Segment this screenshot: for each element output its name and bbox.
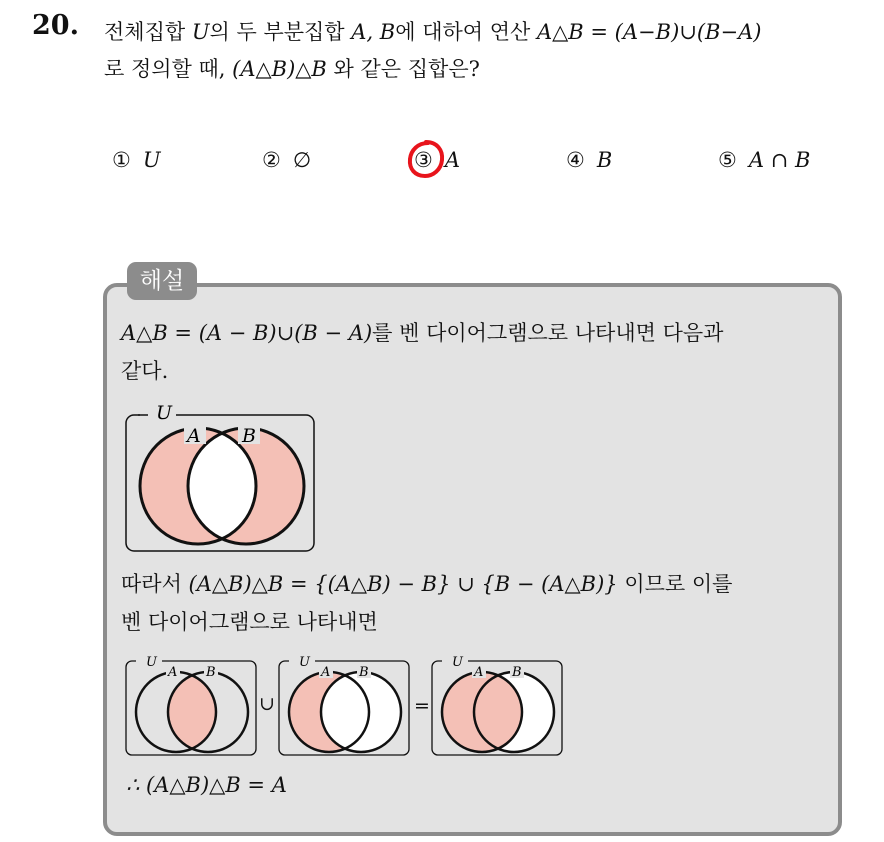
label-B: B	[512, 665, 522, 680]
choice-number: ⑤	[718, 148, 737, 172]
label-B: B	[242, 425, 256, 447]
equals-symbol: =	[414, 695, 430, 717]
label-U: U	[452, 655, 463, 670]
choice-label: A	[444, 148, 460, 172]
question-expression: (A△B)△B	[232, 57, 327, 81]
choice-label: U	[142, 148, 161, 172]
choice-number: ④	[566, 148, 585, 172]
set-U: U	[191, 20, 210, 44]
explanation-paragraph-2	[121, 565, 831, 641]
question-line1-mid: 의 두 부분집합	[209, 20, 352, 44]
explanation-text-line2: 같다.	[121, 359, 169, 383]
conclusion-expression: ∴ (A△B)△B = A	[126, 773, 287, 797]
venn-diagram-small-2	[277, 652, 411, 757]
label-A: A	[168, 665, 178, 680]
selected-circle-icon	[406, 139, 446, 179]
sets-A-B: A, B	[351, 20, 396, 44]
operation-definition: A△B = (A−B)∪(B−A)	[536, 20, 762, 44]
choice-label: B	[596, 148, 613, 172]
choice-number: ③	[414, 148, 433, 172]
question-line1-prefix: 전체집합	[104, 20, 192, 44]
venn-diagram-small-3	[430, 652, 564, 757]
question-text	[104, 14, 874, 88]
label-U: U	[299, 655, 310, 670]
choice-5[interactable]	[718, 148, 810, 172]
choice-number: ②	[262, 148, 281, 172]
venn-diagram-small-1	[124, 652, 258, 757]
explanation-paragraph-1	[121, 314, 831, 390]
symmetric-difference-def: A△B = (A − B)∪(B − A)	[121, 321, 373, 345]
choice-1[interactable]	[112, 148, 161, 172]
choice-label: ∅	[292, 148, 312, 172]
conclusion	[126, 766, 287, 804]
explanation-text: 이므로 이를	[624, 572, 733, 596]
explanation-text: 를 벤 다이어그램으로 나타내면 다음과	[372, 321, 724, 345]
question-number: 20.	[32, 10, 79, 41]
explanation-text: 따라서	[121, 572, 189, 596]
union-symbol: ∪	[259, 693, 275, 715]
label-A: A	[321, 665, 331, 680]
choice-3[interactable]	[414, 148, 460, 172]
expression-expansion: (A△B)△B = {(A△B) − B} ∪ {B − (A△B)}	[188, 572, 618, 596]
question-line2-suffix: 와 같은 집합은?	[326, 57, 480, 81]
choice-label: A ∩ B	[748, 148, 811, 172]
explanation-badge: 해설	[127, 262, 197, 300]
question-line2-prefix: 로 정의할 때,	[104, 57, 233, 81]
label-U: U	[156, 402, 173, 424]
label-A: A	[187, 425, 201, 447]
choice-number: ①	[112, 148, 131, 172]
explanation-text-line2: 벤 다이어그램으로 나타내면	[121, 610, 378, 634]
choice-2[interactable]	[262, 148, 311, 172]
label-U: U	[146, 655, 157, 670]
choice-4[interactable]	[566, 148, 612, 172]
label-B: B	[206, 665, 216, 680]
venn-diagram-a-delta-b	[124, 398, 318, 555]
question-line1-mid2: 에 대하여 연산	[395, 20, 537, 44]
label-B: B	[359, 665, 369, 680]
label-A: A	[474, 665, 484, 680]
